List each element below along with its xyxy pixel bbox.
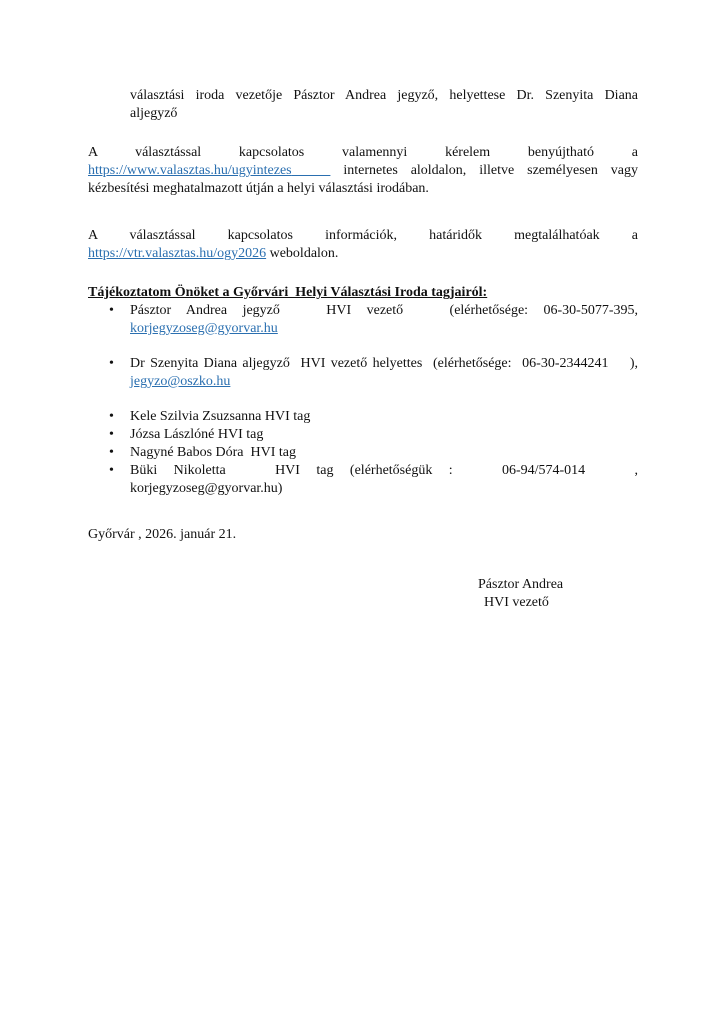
member-1-line-1: Pásztor Andrea jegyző HVI vezető (elérhetősége: 06-30-5077-395, xyxy=(130,303,638,318)
member-2-line-1: Dr Szenyita Diana aljegyző HVI vezető helyettes (elérhetősége: 06-30-2344241 ), xyxy=(130,356,638,371)
signature-name: Pásztor Andrea xyxy=(478,577,564,592)
request-line-2-text: internetes aloldalon, illetve személyesen vagy xyxy=(343,163,639,178)
member-1-email-link[interactable]: korjegyzoseg@gyorvar.hu xyxy=(130,321,278,336)
bullet-icon: • xyxy=(109,463,114,478)
ugyintezes-link[interactable]: https://www.valasztas.hu/ugyintezes xyxy=(88,163,292,178)
request-paragraph xyxy=(88,144,638,198)
request-line-1: A választással kapcsolatos valamennyi kérelem benyújtható a xyxy=(88,145,638,160)
member-item-2 xyxy=(109,355,638,391)
bullet-icon: • xyxy=(109,303,114,318)
member-1-email xyxy=(130,320,638,338)
office-line-2: aljegyző xyxy=(130,106,178,121)
member-3-text: Kele Szilvia Zsuzsanna HVI tag xyxy=(130,409,311,424)
office-paragraph xyxy=(130,87,638,123)
vtr-link[interactable]: https://vtr.valasztas.hu/ogy2026 xyxy=(88,246,267,261)
request-line-3: kézbesítési meghatalmazott útján a helyi választási irodában. xyxy=(88,181,429,196)
members-list xyxy=(109,302,638,498)
bullet-icon: • xyxy=(109,356,114,371)
member-item-6 xyxy=(109,462,638,498)
member-item-4 xyxy=(109,426,638,444)
member-6-line-1: Büki Nikoletta HVI tag (elérhetőségük : 06-94/574-014 , xyxy=(130,463,638,478)
bullet-icon: • xyxy=(109,445,114,460)
member-6-line-2: korjegyzoseg@gyorvar.hu) xyxy=(130,481,283,496)
members-heading: Tájékoztatom Önöket a Győrvári Helyi Választási Iroda tagjairól: xyxy=(88,285,488,300)
office-line-1: választási iroda vezetője Pásztor Andrea jegyző, helyettese Dr. Szenyita Diana xyxy=(130,88,638,103)
bullet-icon: • xyxy=(109,427,114,442)
member-2-email xyxy=(130,373,638,391)
member-item-5 xyxy=(109,444,638,462)
info-line-1: A választással kapcsolatos információk, határidők megtalálhatóak a xyxy=(88,228,638,243)
member-item-1 xyxy=(109,302,638,338)
info-paragraph xyxy=(88,227,638,263)
request-line-2 xyxy=(88,162,638,180)
info-line-2-text: weboldalon. xyxy=(269,246,339,261)
place-date: Győrvár , 2026. január 21. xyxy=(88,527,237,542)
member-2-email-link[interactable]: jegyzo@oszko.hu xyxy=(130,374,231,389)
bullet-icon: • xyxy=(109,409,114,424)
info-line-2 xyxy=(88,245,638,263)
signature-title: HVI vezető xyxy=(484,595,549,610)
member-5-text: Nagyné Babos Dóra HVI tag xyxy=(130,445,297,460)
member-4-text: Józsa Lászlóné HVI tag xyxy=(130,427,264,442)
member-item-3 xyxy=(109,408,638,426)
